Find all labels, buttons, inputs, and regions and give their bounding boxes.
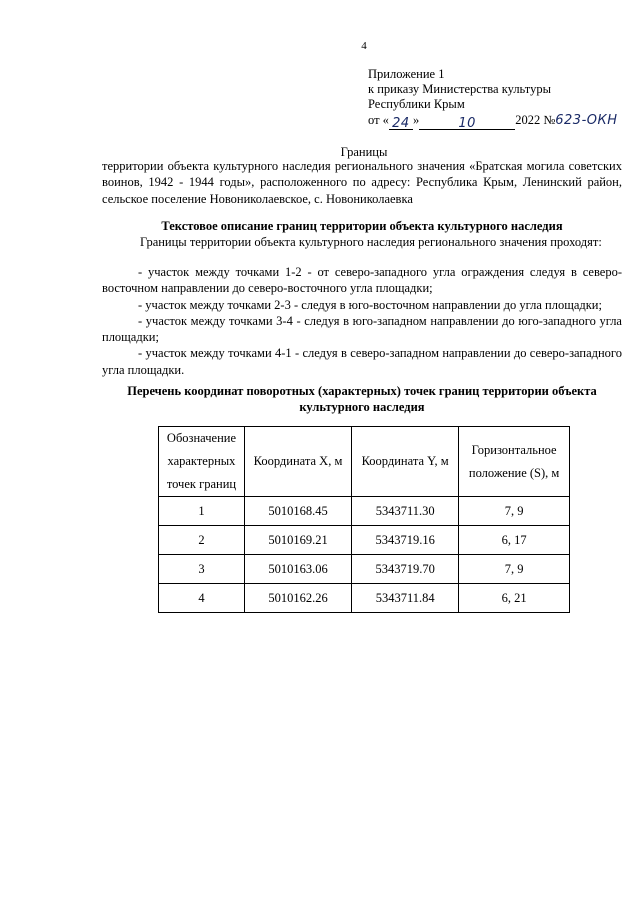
table-row [159, 584, 570, 613]
page-number: 4 [361, 40, 367, 52]
cell-y: 5343711.30 [352, 497, 459, 526]
segment-3-4: - участок между точками 3-4 - следуя в юго-западном направлении до юго-западного угла площадки; [102, 313, 622, 344]
cell-x: 5010168.45 [244, 497, 351, 526]
date-prefix: от « [368, 113, 389, 127]
table-row [159, 526, 570, 555]
table-row [159, 497, 570, 526]
segment-1-2: - участок между точками 1-2 - от северо-западного угла ограждения следуя в северо-восточном направлении до северо-восточного угла площадки; [102, 265, 622, 296]
order-number-handwritten: 623-ОКН [555, 113, 618, 128]
table-header-row [159, 427, 570, 497]
section1-intro: Границы территории объекта культурного наследия регионального значения проходят: [140, 235, 602, 249]
coordinates-table [158, 426, 570, 613]
cell-y: 5343719.70 [352, 555, 459, 584]
appendix-order-ref: к приказу Министерства культуры [368, 82, 551, 96]
header-point-designation: Обозначение характерных точек границ [159, 427, 245, 497]
cell-x: 5010162.26 [244, 584, 351, 613]
date-month-field [419, 115, 515, 130]
cell-s: 6, 21 [459, 584, 570, 613]
cell-s: 7, 9 [459, 497, 570, 526]
cell-x: 5010163.06 [244, 555, 351, 584]
table-row [159, 555, 570, 584]
segment-4-1: - участок между точками 4-1 - следуя в северо-западном направлении до северо-западного угла площадки. [102, 346, 622, 377]
cell-point: 3 [159, 555, 245, 584]
cell-point: 1 [159, 497, 245, 526]
heading-title: Границы [340, 145, 388, 159]
cell-point: 4 [159, 584, 245, 613]
appendix-republic: Республики Крым [368, 97, 465, 111]
cell-y: 5343719.16 [352, 526, 459, 555]
cell-point: 2 [159, 526, 245, 555]
appendix-date-line [368, 112, 618, 130]
header-horizontal-distance: Горизонтальное положение (S), м [459, 427, 570, 497]
cell-s: 6, 17 [459, 526, 570, 555]
date-year: 2022 № [515, 113, 556, 127]
date-mid: » [412, 113, 420, 127]
cell-s: 7, 9 [459, 555, 570, 584]
section1-title: Текстовое описание границ территории объекта культурного наследия [161, 219, 563, 233]
date-month-handwritten: 10 [458, 115, 476, 131]
segment-2-3: - участок между точками 2-3 - следуя в юго-восточном направлении до угла площадки; [138, 297, 602, 312]
cell-x: 5010169.21 [244, 526, 351, 555]
boundary-segments [102, 264, 622, 378]
heading-body: территории объекта культурного наследия регионального значения «Братская могила советских воинов, 1942 - 1944 годы», расположенного по адресу: Республика Крым, Ленинский район, сельское поселение Новониколаевское, с. Новониколаевка [102, 159, 622, 206]
appendix-label: Приложение 1 [368, 67, 445, 81]
date-day-field [389, 115, 413, 130]
header-coord-y: Координата Y, м [352, 427, 459, 497]
cell-y: 5343711.84 [352, 584, 459, 613]
header-coord-x: Координата X, м [244, 427, 351, 497]
date-day-handwritten: 24 [392, 115, 410, 131]
section2-title: Перечень координат поворотных (характерных) точек границ территории объекта культурного наследия [127, 384, 597, 415]
